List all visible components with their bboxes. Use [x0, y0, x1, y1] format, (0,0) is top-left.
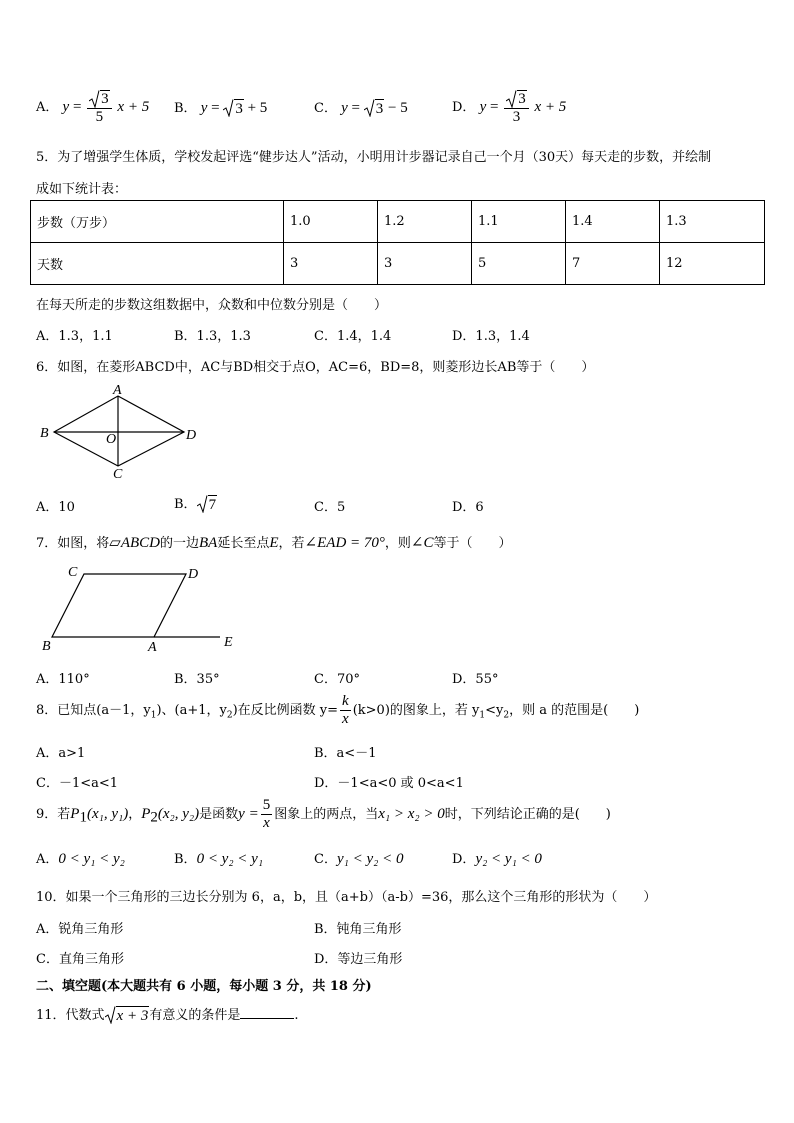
q6-option-a: A．10 [36, 500, 75, 515]
q4-option-a: A． y = $\frac{3}{5}$ x + 5 [36, 91, 150, 125]
q9-option-b: B．0 < y₂ < y₁ [174, 851, 264, 867]
table-cell: 1.0 [284, 201, 378, 243]
q6-option-d: D．6 [452, 500, 484, 515]
q7-option-c: C．70° [314, 672, 360, 687]
q4-option-c: C． y = 3 − 5 [314, 100, 408, 118]
rhombus-shape [54, 396, 184, 466]
label-d: D [186, 428, 197, 443]
label-o: O [106, 432, 117, 447]
table-row [31, 201, 765, 243]
q7-option-d: D．55° [452, 672, 499, 687]
q11-stem: 11．代数式 x + 3有意义的条件是 . [36, 1008, 299, 1025]
label-b: B [40, 426, 49, 441]
q8-option-c: C．－1<a<1 [36, 776, 119, 791]
q10-option-c: C．直角三角形 [36, 952, 124, 967]
q7-parallelogram-figure [36, 562, 246, 654]
q7-stem: 7．如图，将▱ABCD的一边BA延长至点E，若∠EAD = 70°，则∠C等于（ ） [36, 535, 512, 551]
table-cell: 7 [566, 243, 660, 285]
q4-option-d: D． y = $\frac{3}{3}$ x + 5 [452, 91, 567, 125]
table-cell: 步数（万步） [31, 201, 284, 243]
table-cell: 1.1 [472, 201, 566, 243]
label-d: D [188, 567, 199, 582]
q10-option-a: A．锐角三角形 [36, 922, 124, 937]
q10-option-d: D．等边三角形 [314, 952, 403, 967]
q6-rhombus-figure [36, 380, 206, 480]
label-e: E [224, 635, 233, 650]
table-cell: 5 [472, 243, 566, 285]
q4-a-expr: y = $\frac{3}{5}$ x + 5 [62, 91, 150, 125]
q4-option-b: B． y = 3 + 5 [174, 100, 268, 118]
table-cell: 天数 [31, 243, 284, 285]
q6-option-b: B． 7 [174, 497, 217, 514]
q4-c-expr: y = 3 − 5 [341, 100, 408, 118]
section-heading: 二、填空题(本大题共有 6 小题，每小题 3 分，共 18 分) [36, 979, 372, 994]
q5-step-table [30, 200, 765, 285]
q5-option-d: D．1.3，1.4 [452, 329, 530, 344]
label-c: C [68, 565, 78, 580]
q8-option-b: B．a<－1 [314, 746, 377, 761]
q5-stem-line2: 成如下统计表： [36, 182, 128, 197]
q8-option-d: D．－1<a<0 或 0<a<1 [314, 776, 464, 791]
q5-question: 在每天所走的步数这组数据中，众数和中位数分别是（ ） [36, 298, 388, 313]
q5-option-b: B．1.3，1.3 [174, 329, 251, 344]
q7-option-a: A．110° [36, 672, 90, 687]
table-cell: 1.2 [378, 201, 472, 243]
q4-b-expr: y = 3 + 5 [200, 100, 268, 118]
q8-stem: 8．已知点(a－1，$y_1$)、(a+1，$y_2$)在反比例函数 y= $\frac{k}{x}$ (k>0)的图象上，若 $y_1<y_2$，则 a 的范围是( ) [36, 693, 640, 727]
table-cell: 1.4 [566, 201, 660, 243]
parallelogram-shape [52, 574, 186, 637]
q5-stem-line1: 5．为了增强学生体质，学校发起评选“健步达人”活动，小明用计步器记录自己一个月（30天）每天走的步数，并绘制 [36, 150, 712, 165]
table-cell: 3 [378, 243, 472, 285]
q10-option-b: B．钝角三角形 [314, 922, 402, 937]
table-cell: 1.3 [660, 201, 765, 243]
q10-stem: 10．如果一个三角形的三边长分别为 6，a，b，且（a+b）（a-b）=36，那么这个三角形的形状为（ ） [36, 890, 657, 905]
q4-d-expr: y = $\frac{3}{3}$ x + 5 [479, 91, 567, 125]
table-cell: 12 [660, 243, 765, 285]
q5-option-c: C．1.4，1.4 [314, 329, 392, 344]
q6-stem: 6．如图，在菱形ABCD中，AC与BD相交于点O，AC=6，BD=8，则菱形边长AB等于（ ） [36, 360, 595, 375]
label-b: B [42, 639, 51, 654]
q9-option-d: D．y₂ < y₁ < 0 [452, 851, 542, 867]
q6-option-c: C．5 [314, 500, 346, 515]
q8-option-a: A．a>1 [36, 746, 86, 761]
label-a: A [148, 640, 157, 654]
table-row [31, 243, 765, 285]
q5-option-a: A．1.3，1.1 [36, 329, 113, 344]
q7-option-b: B．35° [174, 672, 220, 687]
answer-blank[interactable] [240, 1006, 294, 1019]
q9-option-c: C．y₁ < y₂ < 0 [314, 851, 404, 867]
table-cell: 3 [284, 243, 378, 285]
label-c: C [113, 467, 123, 480]
label-a: A [113, 383, 122, 398]
q9-option-a: A．0 < y₁ < y₂ [36, 851, 125, 867]
q9-stem: 9．若$P_1(x_1$, y₁)，$P_2(x_2$, y₂)是函数y = $\frac{5}{x}$ 图象上的两点，当x₁ > x₂ > 0时，下列结论正确的是( ) [36, 797, 611, 831]
